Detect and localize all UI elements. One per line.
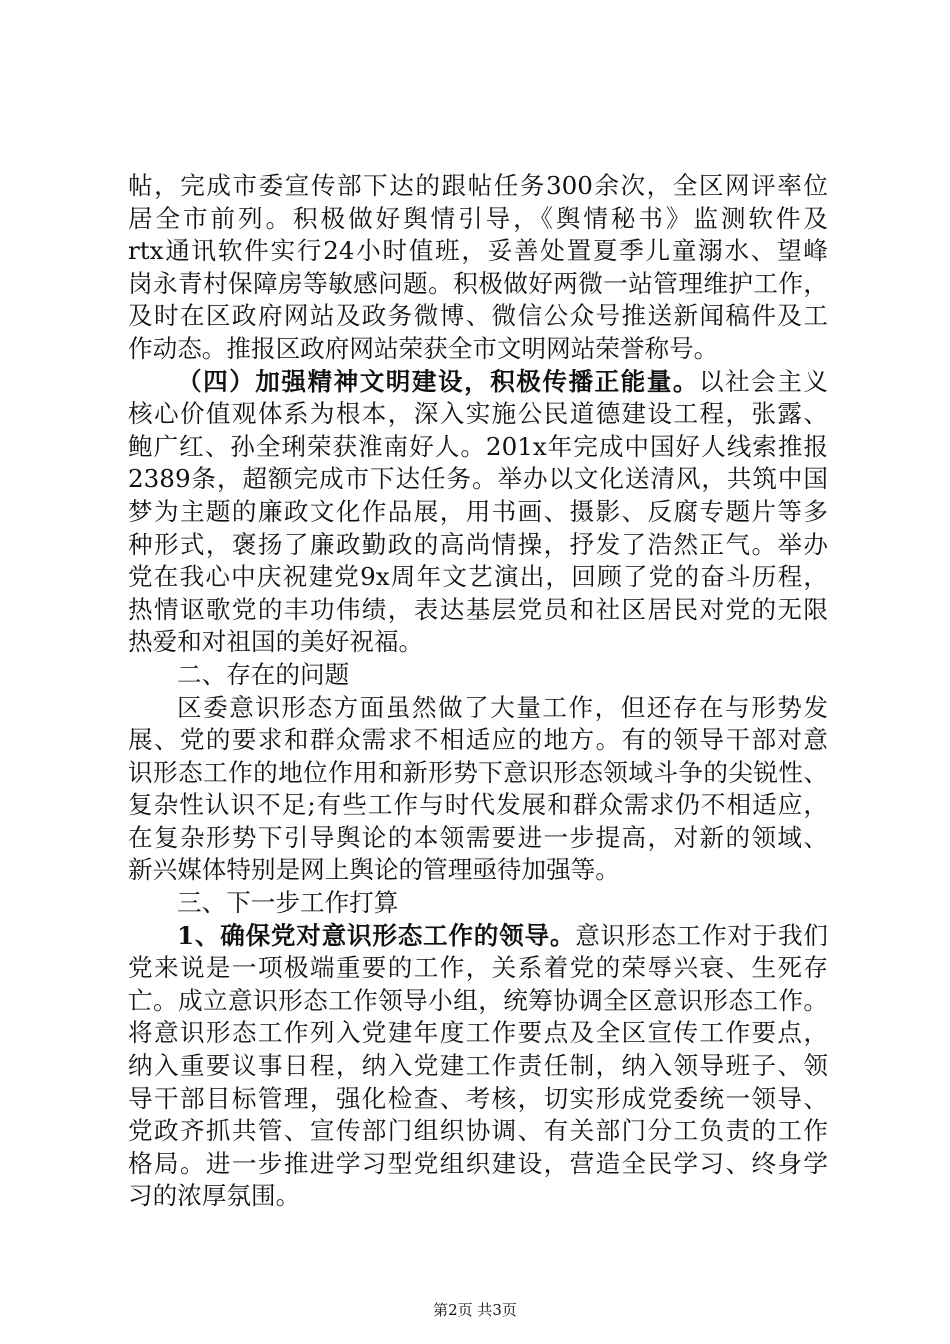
text-line: 帖，完成市委宣传部下达的跟帖任务300余次，全区网评率位 [128, 171, 828, 200]
text-line: 识形态工作的地位作用和新形势下意识形态领域斗争的尖锐性、 [128, 757, 828, 787]
document-body [128, 170, 828, 1213]
text-line: 居全市前列。积极做好舆情引导，《舆情秘书》监测软件及 [128, 203, 828, 233]
paragraph-lead-heading: （四）加强精神文明建设，积极传播正能量。 [177, 366, 699, 396]
text-line: 党在我心中庆祝建党9x周年文艺演出，回顾了党的奋斗历程， [128, 562, 828, 592]
text-line: 习的浓厚氛围。 [128, 1181, 301, 1211]
text-line: 亡。成立意识形态工作领导小组，统筹协调全区意识形态工作。 [128, 985, 828, 1015]
text-line: 在复杂形势下引导舆论的本领需要进一步提高，对新的领域、 [128, 822, 828, 852]
text-line [128, 366, 828, 399]
text-line: 纳入重要议事日程，纳入党建工作责任制，纳入领导班子、领 [128, 1051, 828, 1081]
text-line: 及时在区政府网站及政务微博、微信公众号推送新闻稿件及工 [128, 301, 828, 331]
text-line: 格局。进一步推进学习型党组织建设，营造全民学习、终身学 [128, 1148, 828, 1178]
paragraph-lead-rest: 意识形态工作对于我们 [575, 920, 828, 950]
text-line: 热情讴歌党的丰功伟绩，表达基层党员和社区居民对党的无限 [128, 594, 828, 624]
text-line: 展、党的要求和群众需求不相适应的地方。有的领导干部对意 [128, 725, 828, 755]
paragraph-lead-rest: 以社会主义 [698, 366, 828, 396]
text-line: 热爱和对祖国的美好祝福。 [128, 627, 424, 657]
paragraph-online-commentary [128, 170, 828, 366]
text-line [128, 920, 828, 953]
section-heading-problems: 二、存在的问题 [177, 659, 350, 689]
text-line: 种形式，褒扬了廉政勤政的高尚情操，抒发了浩然正气。举办 [128, 529, 828, 559]
text-line: 区委意识形态方面虽然做了大量工作，但还存在与形势发 [177, 692, 828, 722]
paragraph-lead-heading: 1、确保党对意识形态工作的领导。 [177, 920, 576, 950]
text-line: 党政齐抓共管、宣传部门组织协调、有关部门分工负责的工作 [128, 1116, 828, 1146]
text-line: 导干部目标管理，强化检查、考核，切实形成党委统一领导、 [128, 1083, 828, 1113]
paragraph-party-leadership [128, 920, 828, 1213]
paragraph-problems [128, 692, 828, 888]
paragraph-spiritual-civilization [128, 366, 828, 659]
text-line: 梦为主题的廉政文化作品展，用书画、摄影、反腐专题片等多 [128, 496, 828, 526]
text-line: rtx通讯软件实行24小时值班，妥善处置夏季儿童溺水、望峰 [128, 236, 828, 266]
text-line: 2389条，超额完成市下达任务。举办以文化送清风，共筑中国 [128, 464, 828, 494]
text-line: 作动态。推报区政府网站荣获全市文明网站荣誉称号。 [128, 333, 719, 363]
text-line: 将意识形态工作列入党建年度工作要点及全区宣传工作要点， [128, 1018, 828, 1048]
page-number-footer: 第2页 共3页 [433, 1301, 517, 1319]
text-line: 复杂性认识不足;有些工作与时代发展和群众需求仍不相适应， [128, 790, 828, 820]
text-line: 核心价值观体系为根本，深入实施公民道德建设工程，张露、 [128, 399, 828, 429]
text-line: 新兴媒体特别是网上舆论的管理亟待加强等。 [128, 855, 620, 885]
text-line: 鲍广红、孙全琍荣获淮南好人。201x年完成中国好人线索推报 [128, 431, 828, 461]
text-line: 党来说是一项极端重要的工作，关系着党的荣辱兴衰、生死存 [128, 953, 828, 983]
text-line: 岗永青村保障房等敏感问题。积极做好两微一站管理维护工作， [128, 268, 828, 298]
section-heading-next-steps: 三、下一步工作打算 [177, 888, 399, 918]
